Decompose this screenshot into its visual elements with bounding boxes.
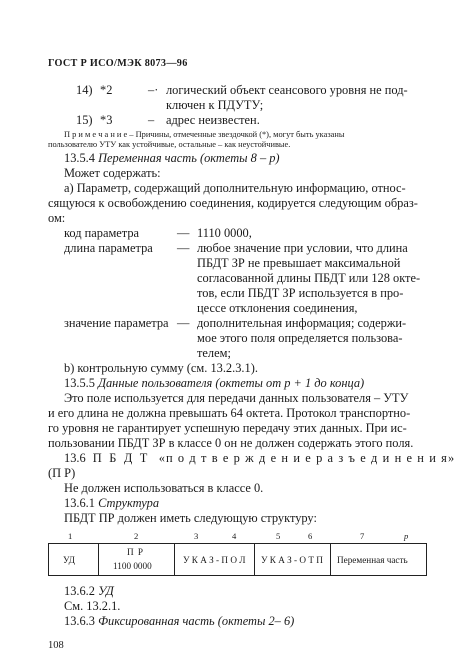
not-class-0: Не должен использоваться в классе 0. [64, 481, 264, 495]
page-number: 108 [48, 640, 64, 651]
param-length-value-1: любое значение при условии, что длина [197, 241, 408, 255]
section-title: Данные пользователя (октеты от р + 1 до конца) [98, 376, 365, 390]
note-lead: П р и м е ч а н и е [64, 130, 128, 139]
section-13-5-4-heading [64, 151, 280, 166]
cell-variable-part: Переменная часть [337, 555, 408, 565]
section-13-6-3-heading [64, 614, 294, 629]
item-15-text: адрес неизвестен. [166, 113, 260, 127]
para-a-line3: ом: [48, 211, 66, 225]
octet-tick-7: 7 [360, 531, 365, 541]
para-b: b) контрольную сумму (см. 13.2.3.1). [64, 361, 258, 375]
param-length-label: длина параметра [64, 241, 153, 255]
octet-tick-6: 6 [308, 531, 313, 541]
param-code-value: 1110 0000, [197, 226, 252, 240]
cell-pr-code: П Р 1100 0000 [99, 544, 175, 575]
user-data-line4: пользовании ПБДТ ЗР в классе 0 он не должен содержать этого поля. [48, 436, 414, 450]
octet-tick-2: 2 [134, 531, 139, 541]
section-number: 13.6.3 [64, 614, 95, 628]
item-15-code: *3 [100, 113, 113, 127]
section-13-6-1-heading [64, 496, 159, 511]
item-15-dash: – [148, 113, 155, 127]
section-number: 13.5.4 [64, 151, 95, 165]
note-line2: пользователю УТУ как устойчивые, остальные – как неустойчивые. [48, 140, 291, 149]
structure-intro: ПБДТ ПР должен иметь следующую структуру: [64, 511, 317, 525]
octet-tick-3: 3 [194, 531, 199, 541]
octet-tick-1: 1 [68, 531, 73, 541]
param-code-label: код параметра [64, 226, 140, 240]
item-14-number: 14) [76, 83, 93, 97]
cell-ukaz-otp: У К А З - О Т П [255, 544, 331, 575]
param-value-value-2: мое этого поля определяется пользова- [197, 331, 403, 345]
param-value-value-1: дополнительная информация; содержи- [197, 316, 407, 330]
section-number: 13.6 [64, 451, 86, 465]
section-title: Фиксированная часть (октеты 2– 6) [98, 614, 295, 628]
section-13-5-5-heading [64, 376, 364, 391]
param-value-dash: — [177, 316, 190, 330]
section-13-6-2-heading [64, 584, 114, 599]
user-data-line1: Это поле используется для передачи данных пользователя – УТУ [64, 391, 409, 405]
item-15-number: 15) [76, 113, 93, 127]
item-14-code: *2 [100, 83, 113, 97]
item-14-text-cont: ключен к ПДУТУ; [166, 98, 264, 112]
see-13-2-1: См. 13.2.1. [64, 599, 121, 613]
pdu-name: П Б Д Т [92, 451, 150, 465]
section-number: 13.6.1 [64, 496, 95, 510]
section-title: УД [98, 584, 114, 598]
param-code-dash: — [177, 226, 190, 240]
para-a-line1: а) Параметр, содержащий дополнительную информацию, относ- [64, 181, 406, 195]
may-contain: Может содержать: [64, 166, 161, 180]
section-title: «п о д т в е р ж д е н и е р а з ъ е д и н е н и я» [158, 451, 456, 465]
para-a-line2: сящуюся к освобождению соединения, кодируется следующим образ- [48, 196, 418, 210]
user-data-line3: го уровня не гарантирует успешную передачу этих данных. При ис- [48, 421, 407, 435]
pdu-structure-table [48, 543, 427, 576]
user-data-line2: и его длина не должна превышать 64 октета. Протокол транспортно- [48, 406, 411, 420]
section-title: Переменная часть (октеты 8 – р) [98, 151, 280, 165]
cell-ud: УД [49, 544, 99, 575]
section-number: 13.6.2 [64, 584, 95, 598]
param-length-value-2: ПБДТ ЗР не превышает максимальной [197, 256, 401, 270]
note-line1: – Причины, отмеченные звездочкой (*), могут быть указаны [127, 130, 345, 139]
item-14-dash: –· [148, 83, 159, 97]
param-length-value-4: тов, если ПБДТ ЗР используется в про- [197, 286, 404, 300]
param-length-value-3: согласованной длины ПБДТ или 128 окте- [197, 271, 421, 285]
section-title: Структура [98, 496, 160, 510]
section-number: 13.5.5 [64, 376, 95, 390]
cell-ukaz-pol: У К А З - П О Л [175, 544, 255, 575]
param-length-value-5: цессе отклонения соединения, [197, 301, 358, 315]
param-value-label: значение параметра [64, 316, 169, 330]
document-header: ГОСТ Р ИСО/МЭК 8073—96 [48, 58, 188, 69]
section-13-6-abbr: (П Р) [48, 466, 76, 480]
octet-tick-4: 4 [232, 531, 237, 541]
param-length-dash: — [177, 241, 190, 255]
item-14-text: логический объект сеансового уровня не под- [166, 83, 408, 97]
octet-tick-p: p [404, 531, 409, 541]
octet-tick-5: 5 [276, 531, 281, 541]
section-13-6-heading [64, 451, 455, 466]
param-value-value-3: телем; [197, 346, 231, 360]
